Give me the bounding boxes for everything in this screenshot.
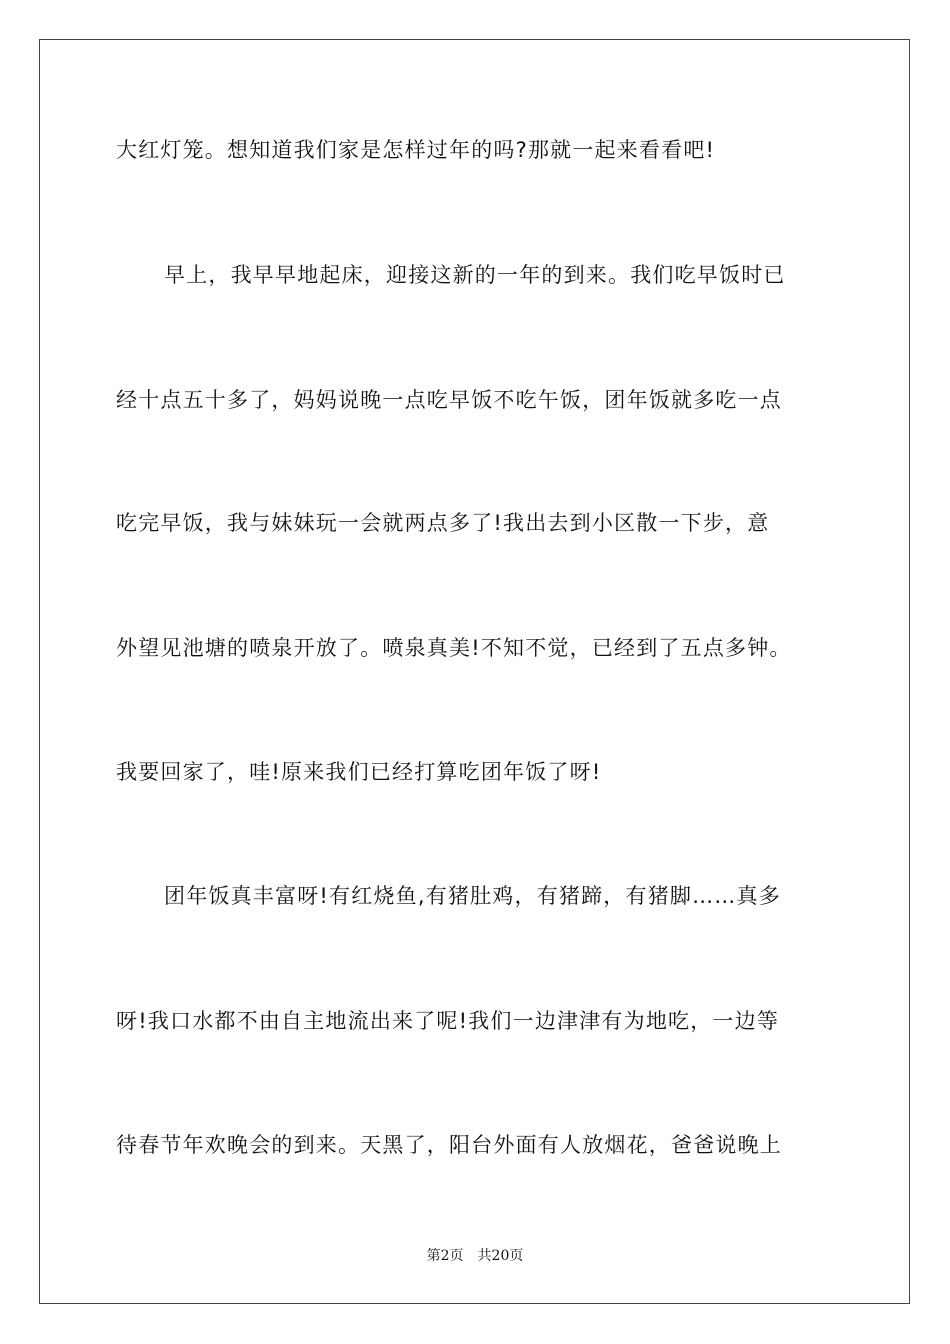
text-line-3: 经十点五十多了，妈妈说晚一点吃早饭不吃午饭，团年饭就多吃一点 — [116, 388, 782, 412]
text-line-4: 吃完早饭，我与妹妹玩一会就两点多了!我出去到小区散一下步，意 — [116, 511, 770, 535]
text-line-6: 我要回家了，哇!原来我们已经打算吃团年饭了呀! — [116, 760, 602, 784]
text-line-7: 团年饭真丰富呀!有红烧鱼,有猪肚鸡，有猪蹄，有猪脚……真多 — [164, 884, 781, 908]
page-total: 共20页 — [477, 1248, 524, 1264]
text-line-2: 早上，我早早地起床，迎接这新的一年的到来。我们吃早饭时已 — [164, 263, 786, 287]
text-line-5: 外望见池塘的喷泉开放了。喷泉真美!不知不觉，已经到了五点多钟。 — [116, 636, 792, 660]
page-number: 第2页 — [426, 1248, 464, 1264]
text-line-9: 待春节年欢晚会的到来。天黑了，阳台外面有人放烟花，爸爸说晚上 — [116, 1133, 782, 1157]
text-line-1: 大红灯笼。想知道我们家是怎样过年的吗?那就一起来看看吧! — [116, 138, 716, 162]
text-line-8: 呀!我口水都不由自主地流出来了呢!我们一边津津有为地吃，一边等 — [116, 1009, 780, 1033]
page-border — [39, 39, 910, 1304]
page-footer — [0, 1246, 950, 1266]
